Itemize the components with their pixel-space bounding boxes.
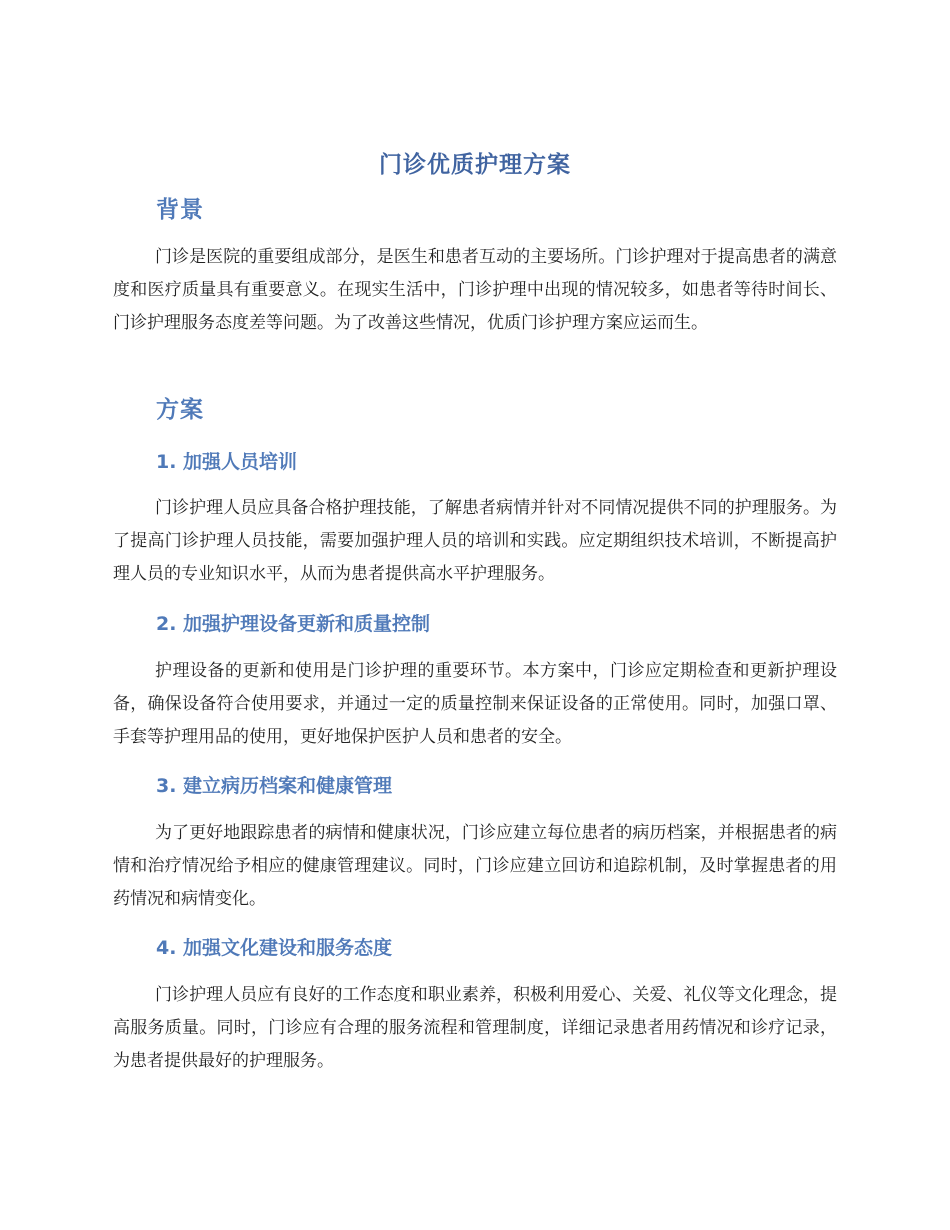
background-paragraph: 门诊是医院的重要组成部分，是医生和患者互动的主要场所。门诊护理对于提高患者的满意度和医疗质量具有重要意义。在现实生活中，门诊护理中出现的情况较多，如患者等待时间长、门诊护理服务态度差等问题。为了改善这些情况，优质门诊护理方案应运而生。 [113,247,837,333]
plan-item-2-heading: 2. 加强护理设备更新和质量控制 [156,613,431,635]
document-title: 门诊优质护理方案 [379,152,571,178]
plan-item-1-paragraph: 门诊护理人员应具备合格护理技能，了解患者病情并针对不同情况提供不同的护理服务。为了提高门诊护理人员技能，需要加强护理人员的培训和实践。应定期组织技术培训，不断提高护理人员的专业知识水平，从而为患者提供高水平护理服务。 [113,498,837,584]
plan-item-3-paragraph: 为了更好地跟踪患者的病情和健康状况，门诊应建立每位患者的病历档案，并根据患者的病情和治疗情况给予相应的健康管理建议。同时，门诊应建立回访和追踪机制，及时掌握患者的用药情况和病情变化。 [113,823,837,909]
section-heading-plan: 方案 [156,397,204,423]
plan-item-4-heading: 4. 加强文化建设和服务态度 [156,937,393,959]
plan-item-2-paragraph: 护理设备的更新和使用是门诊护理的重要环节。本方案中，门诊应定期检查和更新护理设备，确保设备符合使用要求，并通过一定的质量控制来保证设备的正常使用。同时，加强口罩、手套等护理用品的使用，更好地保护医护人员和患者的安全。 [113,661,837,747]
section-heading-background: 背景 [156,197,204,223]
plan-item-4-paragraph: 门诊护理人员应有良好的工作态度和职业素养，积极利用爱心、关爱、礼仪等文化理念，提高服务质量。同时，门诊应有合理的服务流程和管理制度，详细记录患者用药情况和诊疗记录，为患者提供最好的护理服务。 [113,985,837,1071]
plan-item-1-heading: 1. 加强人员培训 [156,451,298,473]
plan-item-3-heading: 3. 建立病历档案和健康管理 [156,775,393,797]
